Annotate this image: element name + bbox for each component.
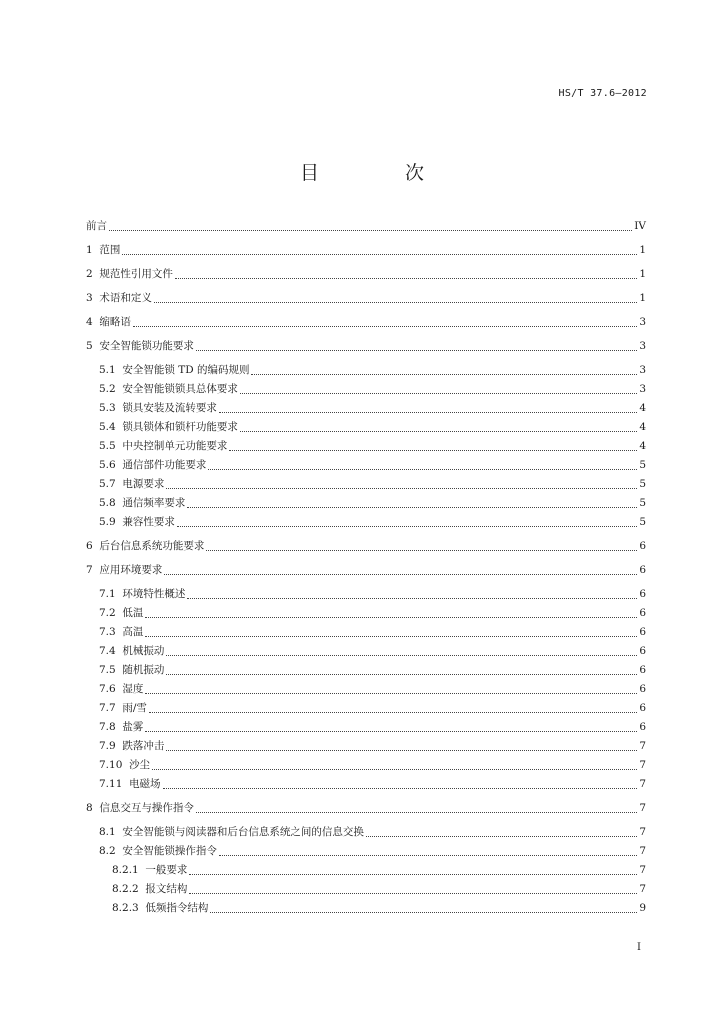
- toc-entry[interactable]: [86, 756, 646, 775]
- toc-entry[interactable]: [86, 399, 646, 418]
- toc-entry-number: 7.6: [99, 683, 123, 695]
- toc-entry-number: 8.2.2: [112, 883, 146, 895]
- toc-entry-page: IV: [634, 220, 646, 232]
- toc-entry-number: 7.11: [99, 778, 130, 790]
- toc-entry-label: 高温: [122, 626, 144, 638]
- toc-entry-label: 雨/雪: [122, 702, 147, 714]
- toc-leader-dots: [145, 616, 637, 618]
- toc-leader-dots: [166, 749, 637, 751]
- toc-leader-dots: [196, 349, 637, 351]
- toc-leader-dots: [189, 892, 637, 894]
- toc-entry-number: 4: [86, 316, 100, 328]
- toc-entry-label: 兼容性要求: [122, 516, 175, 528]
- toc-entry[interactable]: [86, 265, 646, 284]
- toc-entry[interactable]: [86, 775, 646, 794]
- toc-entry[interactable]: [86, 337, 646, 356]
- toc-leader-dots: [210, 911, 637, 913]
- toc-entry-label: 跌落冲击: [122, 740, 165, 752]
- toc-entry-label: 安全智能锁与阅读器和后台信息系统之间的信息交换: [122, 826, 364, 838]
- toc-leader-dots: [240, 430, 637, 432]
- toc-entry-page: 6: [639, 721, 646, 733]
- toc-entry-number: 8: [86, 802, 100, 814]
- toc-leader-dots: [163, 787, 638, 789]
- toc-entry-page: 1: [639, 244, 646, 256]
- toc-entry-page: 7: [639, 740, 646, 752]
- toc-entry-label: 通信频率要求: [122, 497, 186, 509]
- toc-leader-dots: [145, 635, 637, 637]
- toc-entry-page: 5: [639, 497, 646, 509]
- toc-leader-dots: [166, 673, 637, 675]
- toc-entry-page: 6: [639, 702, 646, 714]
- toc-entry-number: 7.4: [99, 645, 123, 657]
- toc-entry-label: 后台信息系统功能要求: [99, 540, 205, 552]
- toc-entry[interactable]: [86, 537, 646, 556]
- toc-entry-page: 6: [639, 607, 646, 619]
- toc-leader-dots: [366, 835, 637, 837]
- toc-entry-number: 5.5: [99, 440, 123, 452]
- toc-entry-page: 6: [639, 626, 646, 638]
- toc-entry-number: 6: [86, 540, 100, 552]
- toc-entry-label: 范围: [99, 244, 121, 256]
- table-of-contents: [86, 217, 646, 918]
- toc-entry[interactable]: [86, 289, 646, 308]
- toc-entry-label: 规范性引用文件: [99, 268, 173, 280]
- toc-entry-page: 6: [639, 645, 646, 657]
- toc-entry-page: 1: [639, 268, 646, 280]
- toc-entry-page: 7: [639, 845, 646, 857]
- toc-entry[interactable]: [86, 475, 646, 494]
- toc-entry[interactable]: [86, 699, 646, 718]
- toc-entry-page: 4: [639, 402, 646, 414]
- toc-leader-dots: [219, 411, 637, 413]
- toc-entry[interactable]: [86, 217, 646, 236]
- toc-entry-number: 2: [86, 268, 100, 280]
- toc-leader-dots: [229, 449, 637, 451]
- toc-entry-number: 8.2.3: [112, 902, 146, 914]
- toc-entry-number: 1: [86, 244, 100, 256]
- toc-entry[interactable]: [86, 899, 646, 918]
- toc-entry-number: 5.8: [99, 497, 123, 509]
- toc-entry-number: 7: [86, 564, 100, 576]
- page-title: 目 次: [299, 162, 465, 184]
- toc-entry-page: 3: [639, 340, 646, 352]
- toc-entry-label: 一般要求: [145, 864, 188, 876]
- toc-entry-page: 5: [639, 459, 646, 471]
- toc-entry[interactable]: [86, 799, 646, 818]
- toc-entry-label: 安全智能锁功能要求: [99, 340, 194, 352]
- toc-entry-label: 盐雾: [122, 721, 144, 733]
- toc-entry-page: 6: [639, 664, 646, 676]
- toc-leader-dots: [240, 392, 637, 394]
- toc-entry-number: 7.2: [99, 607, 123, 619]
- toc-leader-dots: [187, 506, 637, 508]
- toc-leader-dots: [166, 654, 637, 656]
- toc-entry-number: 3: [86, 292, 100, 304]
- toc-leader-dots: [206, 549, 637, 551]
- toc-entry[interactable]: [86, 418, 646, 437]
- page-number: I: [637, 942, 641, 953]
- toc-entry-label: 电源要求: [122, 478, 165, 490]
- toc-leader-dots: [177, 525, 637, 527]
- toc-leader-dots: [175, 277, 637, 279]
- toc-entry[interactable]: [86, 585, 646, 604]
- toc-entry-label: 锁具锁体和锁杆功能要求: [122, 421, 238, 433]
- toc-entry[interactable]: [86, 561, 646, 580]
- toc-entry[interactable]: [86, 718, 646, 737]
- toc-entry-label: 安全智能锁锁具总体要求: [122, 383, 238, 395]
- toc-leader-dots: [166, 487, 637, 489]
- toc-leader-dots: [149, 711, 637, 713]
- toc-entry-number: 7.9: [99, 740, 123, 752]
- toc-entry-label: 报文结构: [145, 883, 188, 895]
- toc-leader-dots: [219, 854, 637, 856]
- toc-entry[interactable]: [86, 456, 646, 475]
- toc-entry-label: 沙尘: [129, 759, 151, 771]
- toc-entry[interactable]: [86, 241, 646, 260]
- toc-entry-page: 5: [639, 478, 646, 490]
- toc-entry-number: 8.2: [99, 845, 123, 857]
- toc-leader-dots: [164, 573, 637, 575]
- toc-entry[interactable]: [86, 661, 646, 680]
- toc-entry[interactable]: [86, 513, 646, 532]
- toc-leader-dots: [152, 768, 637, 770]
- toc-entry[interactable]: [86, 380, 646, 399]
- toc-entry-number: 5.9: [99, 516, 123, 528]
- toc-entry-page: 7: [639, 778, 646, 790]
- toc-entry-label: 缩略语: [99, 316, 131, 328]
- toc-entry-number: 7.10: [99, 759, 130, 771]
- toc-entry-page: 7: [639, 802, 646, 814]
- toc-leader-dots: [196, 811, 637, 813]
- toc-leader-dots: [109, 229, 632, 231]
- toc-entry-label: 安全智能锁 TD 的编码规则: [122, 364, 250, 376]
- toc-entry-label: 锁具安装及流转要求: [122, 402, 217, 414]
- toc-entry[interactable]: [86, 494, 646, 513]
- toc-entry-page: 6: [639, 540, 646, 552]
- toc-entry-number: 7.8: [99, 721, 123, 733]
- toc-entry-number: 8.2.1: [112, 864, 146, 876]
- toc-entry-page: 3: [639, 383, 646, 395]
- toc-entry-page: 6: [639, 588, 646, 600]
- toc-leader-dots: [189, 873, 637, 875]
- toc-entry[interactable]: [86, 880, 646, 899]
- toc-leader-dots: [251, 373, 637, 375]
- toc-entry[interactable]: [86, 361, 646, 380]
- toc-entry[interactable]: [86, 604, 646, 623]
- toc-entry[interactable]: [86, 437, 646, 456]
- toc-entry-page: 9: [639, 902, 646, 914]
- toc-entry-page: 3: [639, 316, 646, 328]
- toc-entry[interactable]: [86, 313, 646, 332]
- toc-entry-page: 4: [639, 421, 646, 433]
- toc-entry[interactable]: [86, 623, 646, 642]
- toc-entry-label: 前言: [86, 220, 107, 232]
- toc-entry-page: 3: [639, 364, 646, 376]
- toc-entry-page: 7: [639, 826, 646, 838]
- toc-entry[interactable]: [86, 642, 646, 661]
- toc-entry[interactable]: [86, 823, 646, 842]
- toc-leader-dots: [145, 730, 637, 732]
- toc-entry-number: 8.1: [99, 826, 123, 838]
- toc-entry-page: 7: [639, 883, 646, 895]
- standard-code: HS/T 37.6—2012: [558, 88, 647, 99]
- toc-entry-label: 通信部件功能要求: [122, 459, 207, 471]
- toc-entry-number: 5.2: [99, 383, 123, 395]
- toc-entry-page: 7: [639, 864, 646, 876]
- toc-entry-number: 5.3: [99, 402, 123, 414]
- toc-entry-label: 随机振动: [122, 664, 165, 676]
- toc-entry-number: 7.7: [99, 702, 123, 714]
- toc-entry-page: 1: [639, 292, 646, 304]
- toc-leader-dots: [145, 692, 637, 694]
- toc-entry-page: 7: [639, 759, 646, 771]
- toc-entry-page: 6: [639, 683, 646, 695]
- toc-leader-dots: [208, 468, 637, 470]
- toc-entry-label: 术语和定义: [99, 292, 152, 304]
- toc-entry-label: 湿度: [122, 683, 144, 695]
- toc-entry-label: 应用环境要求: [99, 564, 163, 576]
- toc-leader-dots: [154, 301, 637, 303]
- toc-entry-page: 4: [639, 440, 646, 452]
- toc-entry-number: 5.1: [99, 364, 123, 376]
- toc-entry-label: 机械振动: [122, 645, 165, 657]
- toc-entry-number: 5.4: [99, 421, 123, 433]
- toc-entry-label: 低温: [122, 607, 144, 619]
- toc-entry-label: 电磁场: [129, 778, 161, 790]
- toc-entry-page: 6: [639, 564, 646, 576]
- toc-entry-page: 5: [639, 516, 646, 528]
- toc-entry[interactable]: [86, 861, 646, 880]
- toc-entry-label: 环境特性概述: [122, 588, 186, 600]
- toc-entry-number: 5.7: [99, 478, 123, 490]
- toc-entry-number: 7.5: [99, 664, 123, 676]
- toc-entry-label: 低频指令结构: [145, 902, 209, 914]
- toc-entry[interactable]: [86, 737, 646, 756]
- toc-leader-dots: [122, 253, 637, 255]
- toc-entry-number: 7.3: [99, 626, 123, 638]
- toc-leader-dots: [133, 325, 637, 327]
- toc-entry-number: 5.6: [99, 459, 123, 471]
- toc-entry-number: 7.1: [99, 588, 123, 600]
- toc-leader-dots: [187, 597, 637, 599]
- toc-entry-label: 安全智能锁操作指令: [122, 845, 217, 857]
- toc-entry-label: 信息交互与操作指令: [99, 802, 194, 814]
- toc-entry[interactable]: [86, 680, 646, 699]
- toc-entry[interactable]: [86, 842, 646, 861]
- toc-entry-label: 中央控制单元功能要求: [122, 440, 228, 452]
- toc-entry-number: 5: [86, 340, 100, 352]
